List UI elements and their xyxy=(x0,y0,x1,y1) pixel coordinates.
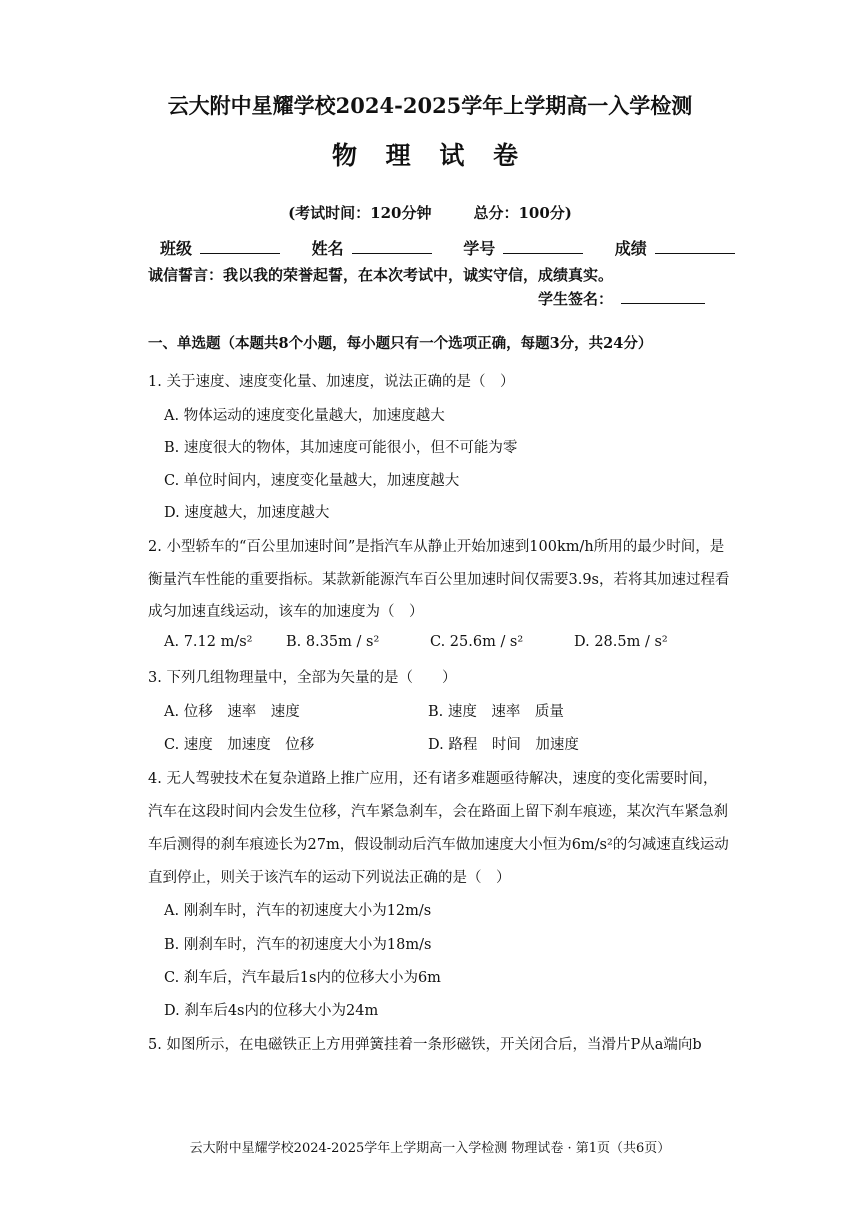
question-5-line-1: 5. 如图所示，在电磁铁正上方用弹簧挂着一条形磁铁，开关闭合后，当滑片P从a端向b xyxy=(148,1037,702,1053)
student-info-fields xyxy=(160,236,761,259)
question-3-option-a: A. 位移 速率 速度 xyxy=(164,704,300,720)
question-4-option-b: B. 刚刹车时，汽车的初速度大小为18m/s xyxy=(164,937,432,953)
class-field xyxy=(160,236,280,259)
class-label: 班级 xyxy=(160,239,193,258)
question-2-line-3: 成匀加速直线运动，该车的加速度为（ ） xyxy=(148,604,424,620)
question-2-line-2: 衡量汽车性能的重要指标。某款新能源汽车百公里加速时间仅需要3.9s，若将其加速过程看 xyxy=(148,572,730,588)
question-1-option-b: B. 速度很大的物体，其加速度可能很小，但不可能为零 xyxy=(164,440,518,456)
question-4-line-4: 直到停止，则关于该汽车的运动下列说法正确的是（ ） xyxy=(148,870,511,886)
question-1-stem: 1. 关于速度、速度变化量、加速度，说法正确的是（ ） xyxy=(148,374,515,390)
signature-blank[interactable] xyxy=(621,288,705,304)
student-no-label: 学号 xyxy=(463,239,496,258)
score-blank[interactable] xyxy=(655,238,735,254)
section-heading: 一、单选题（本题共8个小题，每小题只有一个选项正确，每题3分，共24分） xyxy=(148,335,653,352)
question-2-option-d: D. 28.5m / s² xyxy=(574,634,668,650)
question-4-option-d: D. 刹车后4s内的位移大小为24m xyxy=(164,1003,379,1019)
name-blank[interactable] xyxy=(352,238,432,254)
score-label: 成绩 xyxy=(614,239,647,258)
name-field xyxy=(312,236,432,259)
question-4-option-a: A. 刚刹车时，汽车的初速度大小为12m/s xyxy=(164,903,432,919)
honesty-pledge: 诚信誓言：我以我的荣誉起誓，在本次考试中，诚实守信，成绩真实。 xyxy=(148,266,614,284)
question-3-option-d: D. 路程 时间 加速度 xyxy=(428,737,579,753)
student-no-blank[interactable] xyxy=(503,238,583,254)
exam-title: 云大附中星耀学校2024-2025学年上学期高一入学检测 xyxy=(167,93,693,118)
question-3-option-c: C. 速度 加速度 位移 xyxy=(164,737,315,753)
question-2-line-1: 2. 小型轿车的“百公里加速时间”是指汽车从静止开始加速到100km/h所用的最少时间，是 xyxy=(148,539,725,555)
question-4-line-1: 4. 无人驾驶技术在复杂道路上推广应用，还有诸多难题亟待解决，速度的变化需要时间， xyxy=(148,771,718,787)
question-1-option-a: A. 物体运动的速度变化量越大，加速度越大 xyxy=(164,408,445,424)
exam-subject: 物 理 试 卷 xyxy=(331,141,529,170)
question-3-option-b: B. 速度 速率 质量 xyxy=(428,704,564,720)
question-2-option-b: B. 8.35m / s² xyxy=(286,634,380,650)
question-2-option-a: A. 7.12 m/s² xyxy=(164,634,253,650)
signature-label: 学生签名： xyxy=(538,290,614,308)
exam-meta xyxy=(0,202,860,223)
question-2-option-c: C. 25.6m / s² xyxy=(430,634,524,650)
question-1-option-d: D. 速度越大，加速度越大 xyxy=(164,505,330,521)
score-field xyxy=(615,236,735,259)
total-score: 总分：100分) xyxy=(473,204,572,222)
question-4-option-c: C. 刹车后，汽车最后1s内的位移大小为6m xyxy=(164,970,441,986)
question-4-line-2: 汽车在这段时间内会发生位移，汽车紧急刹车，会在路面上留下刹车痕迹，某次汽车紧急刹 xyxy=(148,804,728,820)
exam-time: (考试时间：120分钟 xyxy=(288,204,432,222)
question-4-line-3: 车后测得的刹车痕迹长为27m，假设制动后汽车做加速度大小恒为6m/s²的匀减速直线运动 xyxy=(148,837,729,853)
name-label: 姓名 xyxy=(311,239,344,258)
signature-row xyxy=(538,288,705,309)
class-blank[interactable] xyxy=(200,238,280,254)
student-no-field xyxy=(463,236,583,259)
question-3-stem: 3. 下列几组物理量中，全部为矢量的是（ ） xyxy=(148,670,457,686)
page-footer: 云大附中星耀学校2024-2025学年上学期高一入学检测 物理试卷 · 第1页（共6页） xyxy=(189,1141,671,1156)
question-1-option-c: C. 单位时间内，速度变化量越大，加速度越大 xyxy=(164,473,460,489)
